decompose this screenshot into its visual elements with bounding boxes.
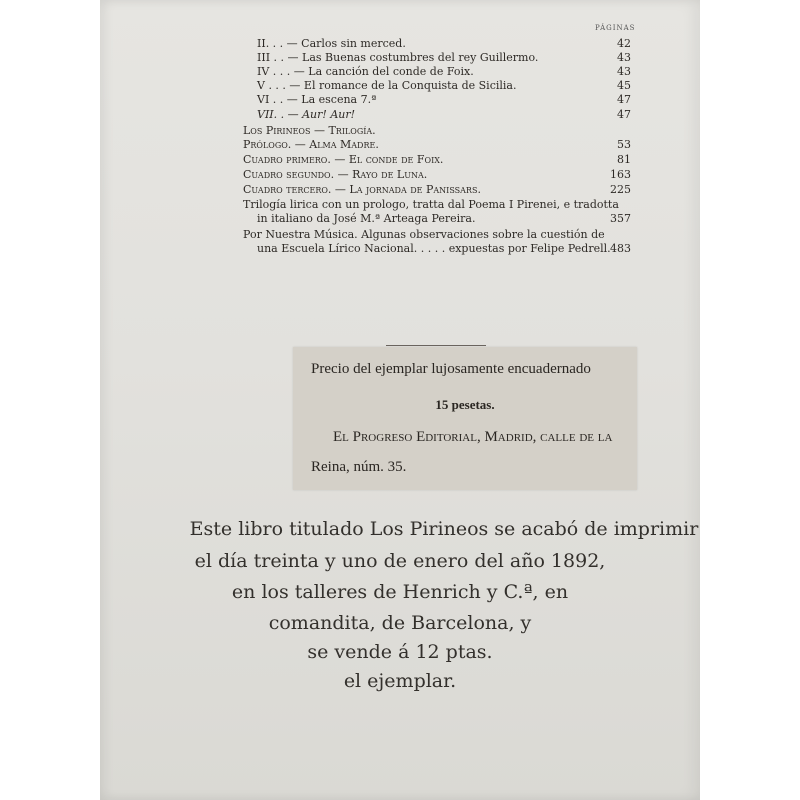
colophon-line: el ejemplar. [343, 670, 457, 692]
toc-entry-label: III . . — Las Buenas costumbres del rey Guillermo. [257, 51, 539, 64]
toc-entry-label: Prólogo. — Alma Madre. [243, 138, 379, 151]
toc-entry [243, 92, 631, 108]
colophon-line: comandita, de Barcelona, y [268, 612, 532, 634]
colophon-line: Este libro titulado Los Pirineos se acabó de imprimir [189, 518, 699, 540]
price-label-address: Reina, núm. 35. [311, 459, 407, 475]
toc-entry-label: Cuadro segundo. — Rayo de Luna. [243, 168, 428, 181]
price-label-line: Precio del ejemplar lujosamente encuadernado [311, 361, 591, 377]
toc-entry-label: Cuadro tercero. — La jornada de Panissars. [243, 183, 481, 196]
toc-entry-label: IV . . . — La canción del conde de Foix. [257, 65, 474, 78]
price-label-slip [293, 347, 637, 490]
divider-rule [386, 345, 486, 346]
toc-entry-page: 47 [617, 108, 631, 121]
toc-entry-label: in italiano da José M.ª Arteaga Pereira. [257, 212, 476, 225]
toc-entry-label: VI . . — La escena 7.ª [257, 93, 377, 106]
toc-entry-label: una Escuela Lírico Nacional. . . . . expuestas por Felipe Pedrell. [257, 242, 611, 255]
toc-entry-page: 53 [617, 138, 631, 151]
toc-entry-page: 163 [610, 168, 631, 181]
toc-entry-label: II. . . — Carlos sin merced. [257, 37, 406, 50]
toc-entry [243, 152, 631, 168]
toc-entry-page: 45 [617, 79, 631, 92]
toc-entry-label: Cuadro primero. — El conde de Foix. [243, 153, 444, 166]
price-label-publisher: El Progreso Editorial, Madrid, calle de la [333, 429, 613, 445]
toc-entry [243, 137, 631, 153]
toc-entry-page: 81 [617, 153, 631, 166]
colophon-line: en los talleres de Henrich y C.ª, en [231, 581, 569, 603]
toc-entry-label: VII. . — Aur! Aur! [257, 108, 356, 121]
toc-entry [243, 167, 631, 183]
toc-entry-page: 483 [610, 242, 631, 255]
toc-entry-page: 43 [617, 51, 631, 64]
toc-entry-label: Los Pirineos — Trilogía. [243, 124, 376, 137]
book-page [100, 0, 700, 800]
toc-entry [243, 182, 631, 198]
toc-entry-label: V . . . — El romance de la Conquista de Sicilia. [257, 79, 517, 92]
toc-entry-label: Por Nuestra Música. Algunas observaciones sobre la cuestión de [243, 228, 605, 241]
toc-entry [243, 107, 631, 123]
toc-entry-page: 42 [617, 37, 631, 50]
toc-entry [243, 211, 631, 227]
toc-entry-page: 357 [610, 212, 631, 225]
toc-entry-page: 225 [610, 183, 631, 196]
colophon-line: se vende á 12 ptas. [307, 641, 493, 663]
colophon-line: el día treinta y uno de enero del año 1892, [194, 550, 606, 572]
toc-entry-page: 43 [617, 65, 631, 78]
price-label-price: 15 pesetas. [435, 397, 495, 412]
toc-entry-label: Trilogía lirica con un prologo, tratta dal Poema I Pirenei, e tradotta [243, 198, 619, 211]
toc-entry [243, 241, 631, 257]
toc-entry-page: 47 [617, 93, 631, 106]
running-head: PÁGINAS [595, 24, 636, 32]
